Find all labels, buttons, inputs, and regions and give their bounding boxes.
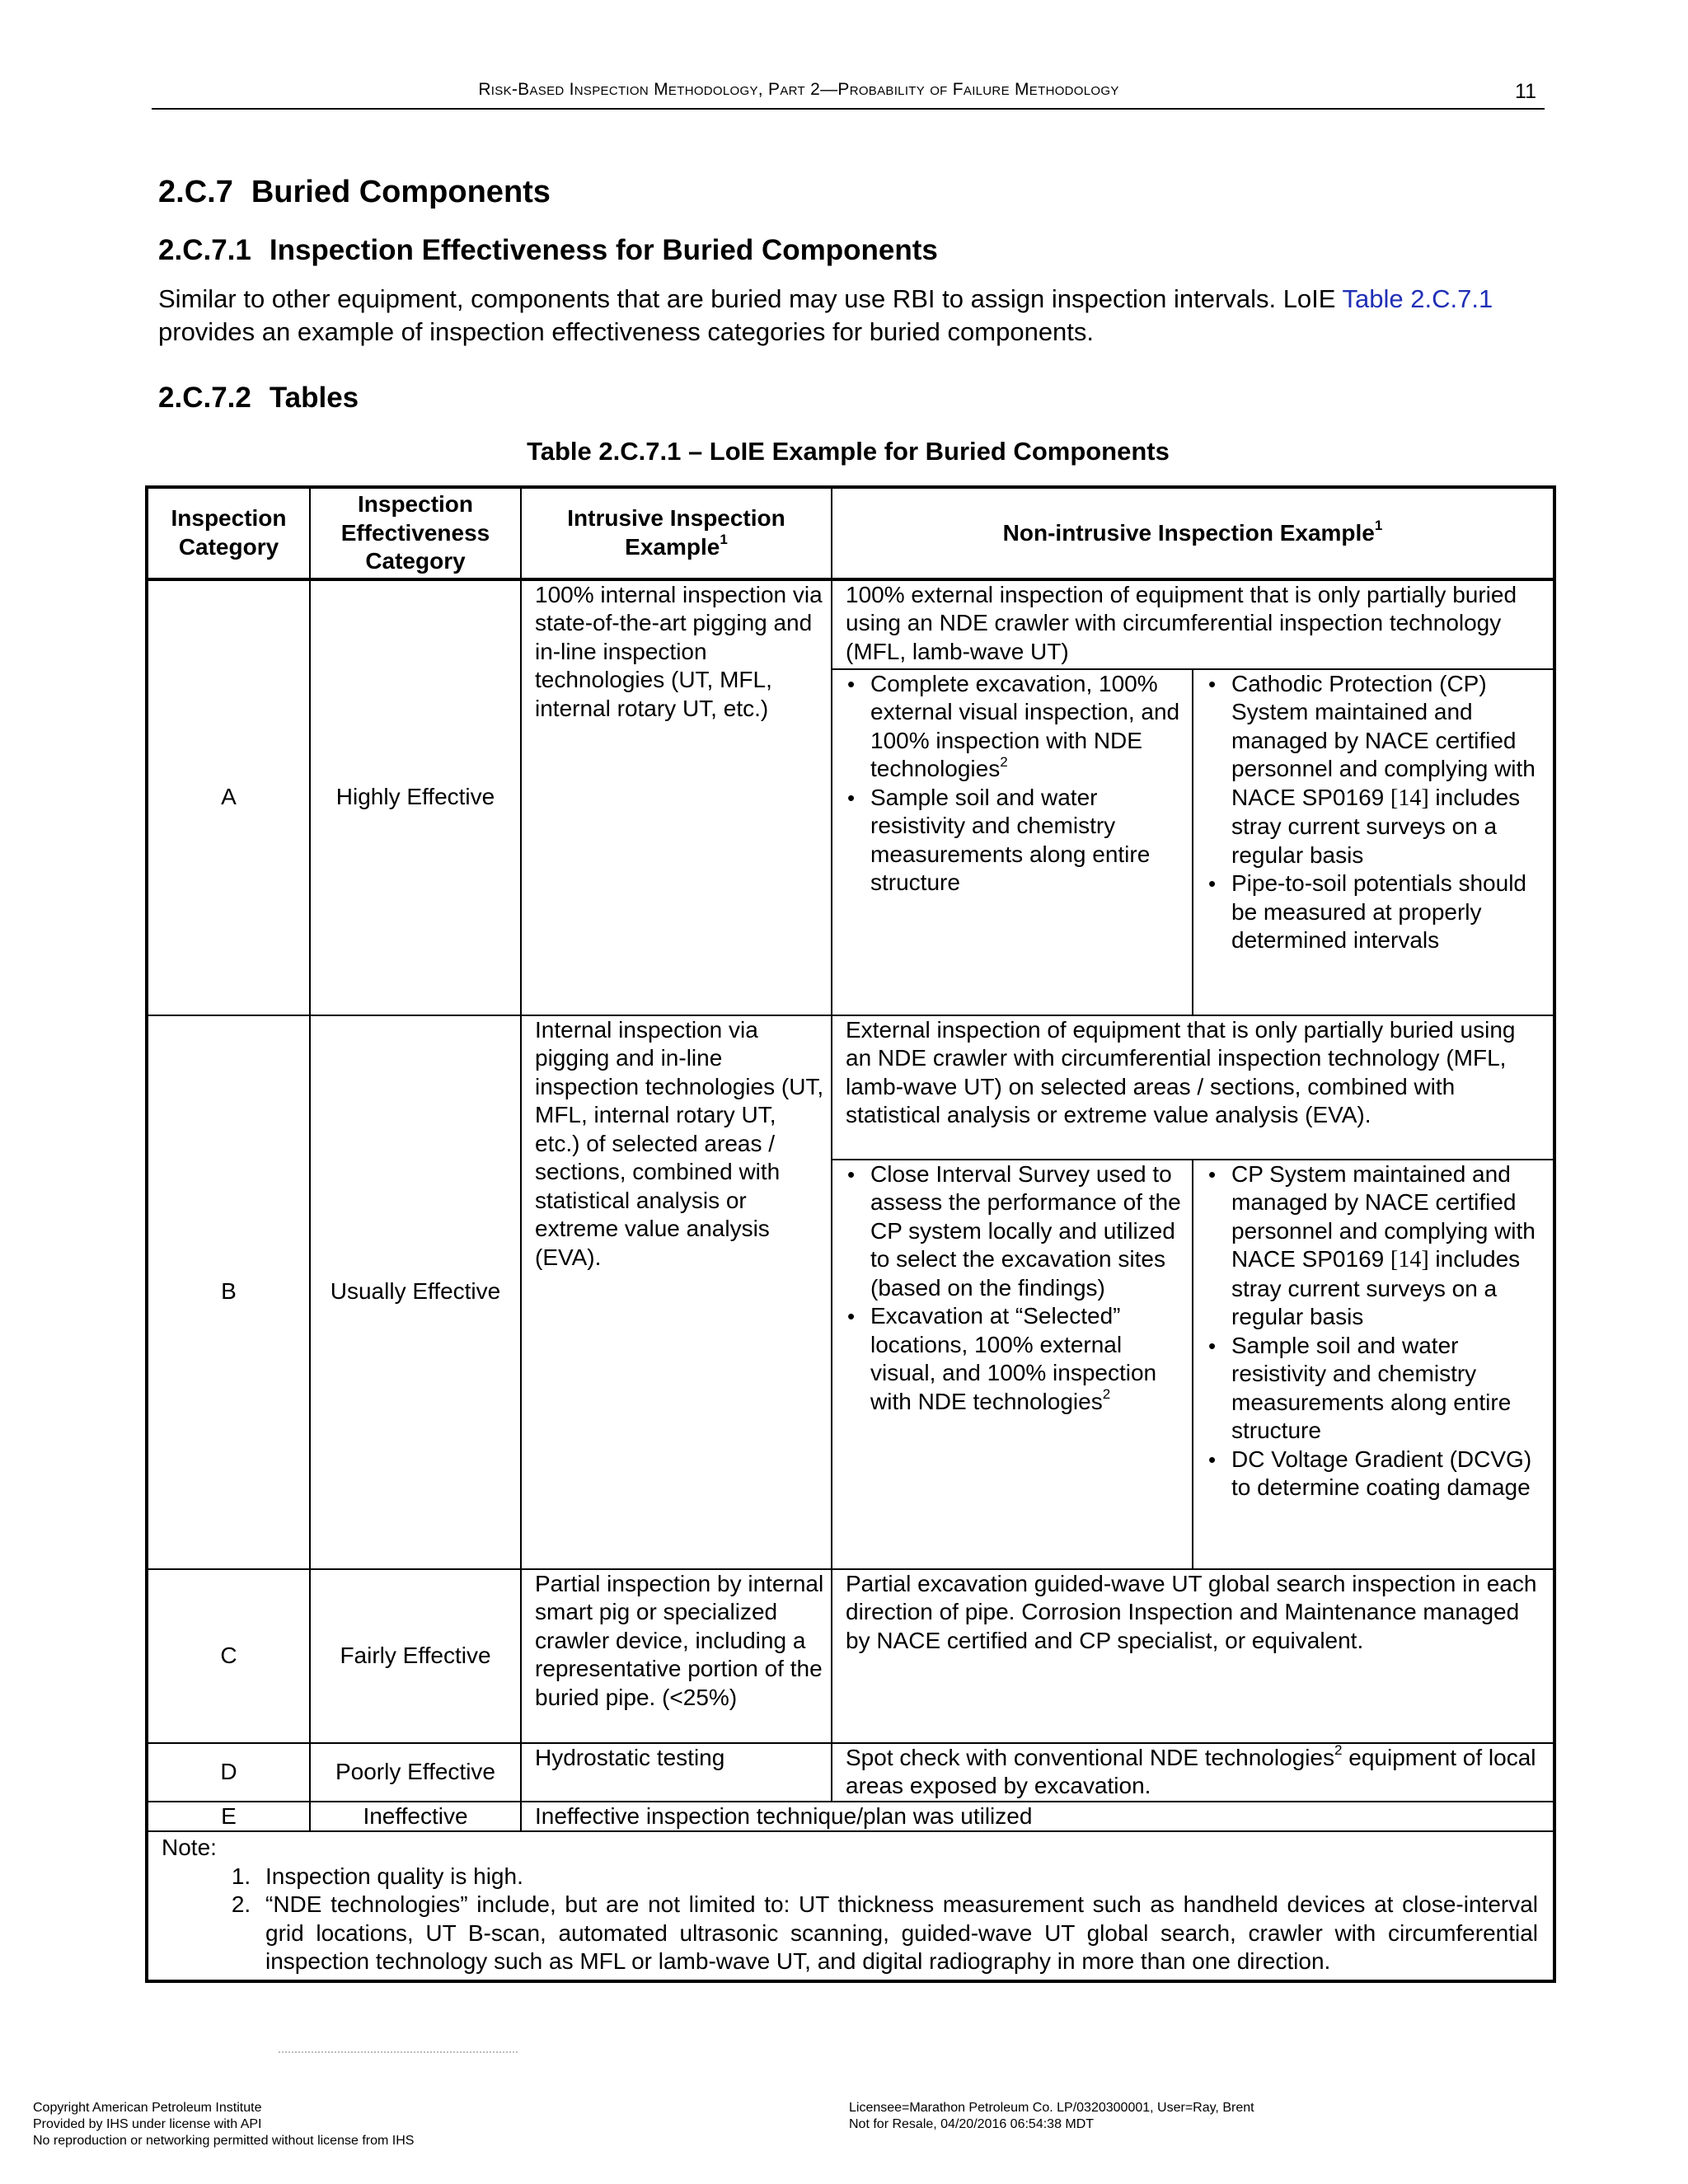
cell-intrusive-a: 100% internal inspection via state-of-the-art pigging and in-line inspection technologies (UT, MFL, internal rotary UT, etc.): [521, 579, 832, 1015]
header-nonintrusive: Non-intrusive Inspection Example$^1$: [832, 487, 1554, 579]
header-effectiveness: Inspection Effectiveness Category: [310, 487, 521, 579]
table-notes-row: [147, 1831, 1554, 1981]
note-label: Note:: [162, 1835, 217, 1860]
running-title: Risk-Based Inspection Methodology, Part 2—Probability of Failure Methodology: [478, 80, 1119, 99]
cell-nonintrusive-b-left: [832, 1160, 1193, 1569]
section-number: 2.C.7: [158, 175, 233, 209]
subsection-number: 2.C.7.2: [158, 382, 251, 414]
section-title: Buried Components: [251, 175, 551, 209]
list-item: • DC Voltage Gradient (DCVG) to determine coating damage: [1231, 1446, 1548, 1502]
section-heading: [158, 175, 551, 210]
table-reference-link[interactable]: Table 2.C.7.1: [1342, 284, 1493, 313]
cell-combined-e: Ineffective inspection technique/plan was utilized: [521, 1802, 1554, 1832]
note-item: 2. “NDE technologies” include, but are not limited to: UT thickness measurement such as handheld devices at close-interval grid locations, UT B-scan, automated ultrasonic scanning, guided-wave UT global search, crawler with circumferential inspection technology such as MFL or lamb-wave UT, and digital radiography in more than one direction.: [257, 1891, 1538, 1976]
cell-external-b: External inspection of equipment that is only partially buried using an NDE crawler with circumferential inspection technology (MFL, lamb-wave UT) on selected areas / sections, combined with statistical analysis or extreme value analysis (EVA).: [832, 1015, 1554, 1160]
cell-external-d: Spot check with conventional NDE technologies$^2$ equipment of local areas exposed by excavation.: [832, 1743, 1554, 1802]
cell-effectiveness-b: Usually Effective: [310, 1015, 521, 1569]
header-category: Inspection Category: [147, 487, 310, 579]
list-item: • Excavation at “Selected” locations, 100% external visual, and 100% inspection with NDE technologies$^2$: [870, 1302, 1187, 1416]
cell-category-d: D: [147, 1743, 310, 1802]
cell-intrusive-c: Partial inspection by internal smart pig or specialized crawler device, including a representative portion of the buried pipe. (<25%): [521, 1569, 832, 1743]
footer-line: Provided by IHS under license with API: [33, 2117, 262, 2131]
cell-nonintrusive-b-right: [1193, 1160, 1554, 1569]
table-caption: Table 2.C.7.1 – LoIE Example for Buried Components: [527, 437, 1170, 466]
table-row-e: [147, 1802, 1554, 1832]
table-header-row: [147, 487, 1554, 579]
cell-category-b: B: [147, 1015, 310, 1569]
list-item: • Complete excavation, 100% external visual inspection, and 100% inspection with NDE technologies$^2$: [870, 670, 1187, 784]
cell-category-e: E: [147, 1802, 310, 1832]
table-row-b: [147, 1015, 1554, 1160]
cell-nonintrusive-a-right: [1193, 669, 1554, 1015]
subsection-number: 2.C.7.1: [158, 234, 251, 266]
cell-nonintrusive-a-left: [832, 669, 1193, 1015]
subsection-heading-2: [158, 382, 359, 415]
cell-intrusive-b: Internal inspection via pigging and in-line inspection technologies (UT, MFL, internal rotary UT, etc.) of selected areas / sections, combined with statistical analysis or extreme value analysis (EVA).: [521, 1015, 832, 1569]
body-paragraph: [158, 283, 1535, 349]
footer-line: Licensee=Marathon Petroleum Co. LP/0320300001, User=Ray, Brent: [849, 2101, 1254, 2115]
table-row-d: [147, 1743, 1554, 1802]
table-row-a: [147, 579, 1554, 669]
cell-external-c: Partial excavation guided-wave UT global search inspection in each direction of pipe. Corrosion Inspection and Maintenance managed by NACE certified and CP specialist, or equivalent.: [832, 1569, 1554, 1743]
cell-external-a: 100% external inspection of equipment that is only partially buried using an NDE crawler with circumferential inspection technology (MFL, lamb-wave UT): [832, 579, 1554, 669]
list-item: • Sample soil and water resistivity and chemistry measurements along entire structure: [1231, 1332, 1548, 1446]
list-item: • Close Interval Survey used to assess the performance of the CP system locally and utilized to select the excavation sites (based on the findings): [870, 1160, 1187, 1303]
table-notes: [147, 1831, 1554, 1981]
cell-category-c: C: [147, 1569, 310, 1743]
subsection-heading-1: [158, 234, 938, 267]
footer-copyright: [33, 2100, 414, 2149]
footer-line: No reproduction or networking permitted without license from IHS: [33, 2134, 415, 2148]
list-item: • CP System maintained and managed by NACE certified personnel and complying with NACE SP0169 [14] includes stray current surveys on a regular basis: [1231, 1160, 1548, 1332]
list-item: • Pipe-to-soil potentials should be measured at properly determined intervals: [1231, 869, 1548, 955]
cell-effectiveness-e: Ineffective: [310, 1802, 521, 1832]
cell-category-a: A: [147, 579, 310, 1015]
note-item: 1. Inspection quality is high.: [257, 1863, 1538, 1891]
running-header: [152, 77, 1545, 110]
subsection-title: Tables: [269, 382, 359, 414]
footer-line: Copyright American Petroleum Institute: [33, 2101, 262, 2115]
cell-effectiveness-a: Highly Effective: [310, 579, 521, 1015]
header-intrusive: Intrusive Inspection Example$^1$: [521, 487, 832, 579]
table-row-c: [147, 1569, 1554, 1743]
cell-effectiveness-d: Poorly Effective: [310, 1743, 521, 1802]
para-text-2: provides an example of inspection effectiveness categories for buried components.: [158, 317, 1095, 346]
scan-artifact: [279, 2051, 518, 2064]
list-item: • Cathodic Protection (CP) System maintained and managed by NACE certified personnel and complying with NACE SP0169 [14] includes stray current surveys on a regular basis: [1231, 670, 1548, 870]
cell-effectiveness-c: Fairly Effective: [310, 1569, 521, 1743]
para-text-1: Similar to other equipment, components that are buried may use RBI to assign inspection intervals. LoIE: [158, 284, 1343, 313]
cell-intrusive-d: Hydrostatic testing: [521, 1743, 832, 1802]
page-number: 11: [1515, 80, 1536, 103]
list-item: • Sample soil and water resistivity and chemistry measurements along entire structure: [870, 784, 1187, 898]
loie-table: [145, 485, 1556, 1983]
subsection-title: Inspection Effectiveness for Buried Components: [269, 234, 938, 266]
footer-line: Not for Resale, 04/20/2016 06:54:38 MDT: [849, 2117, 1095, 2131]
footer-license: [849, 2100, 1254, 2133]
